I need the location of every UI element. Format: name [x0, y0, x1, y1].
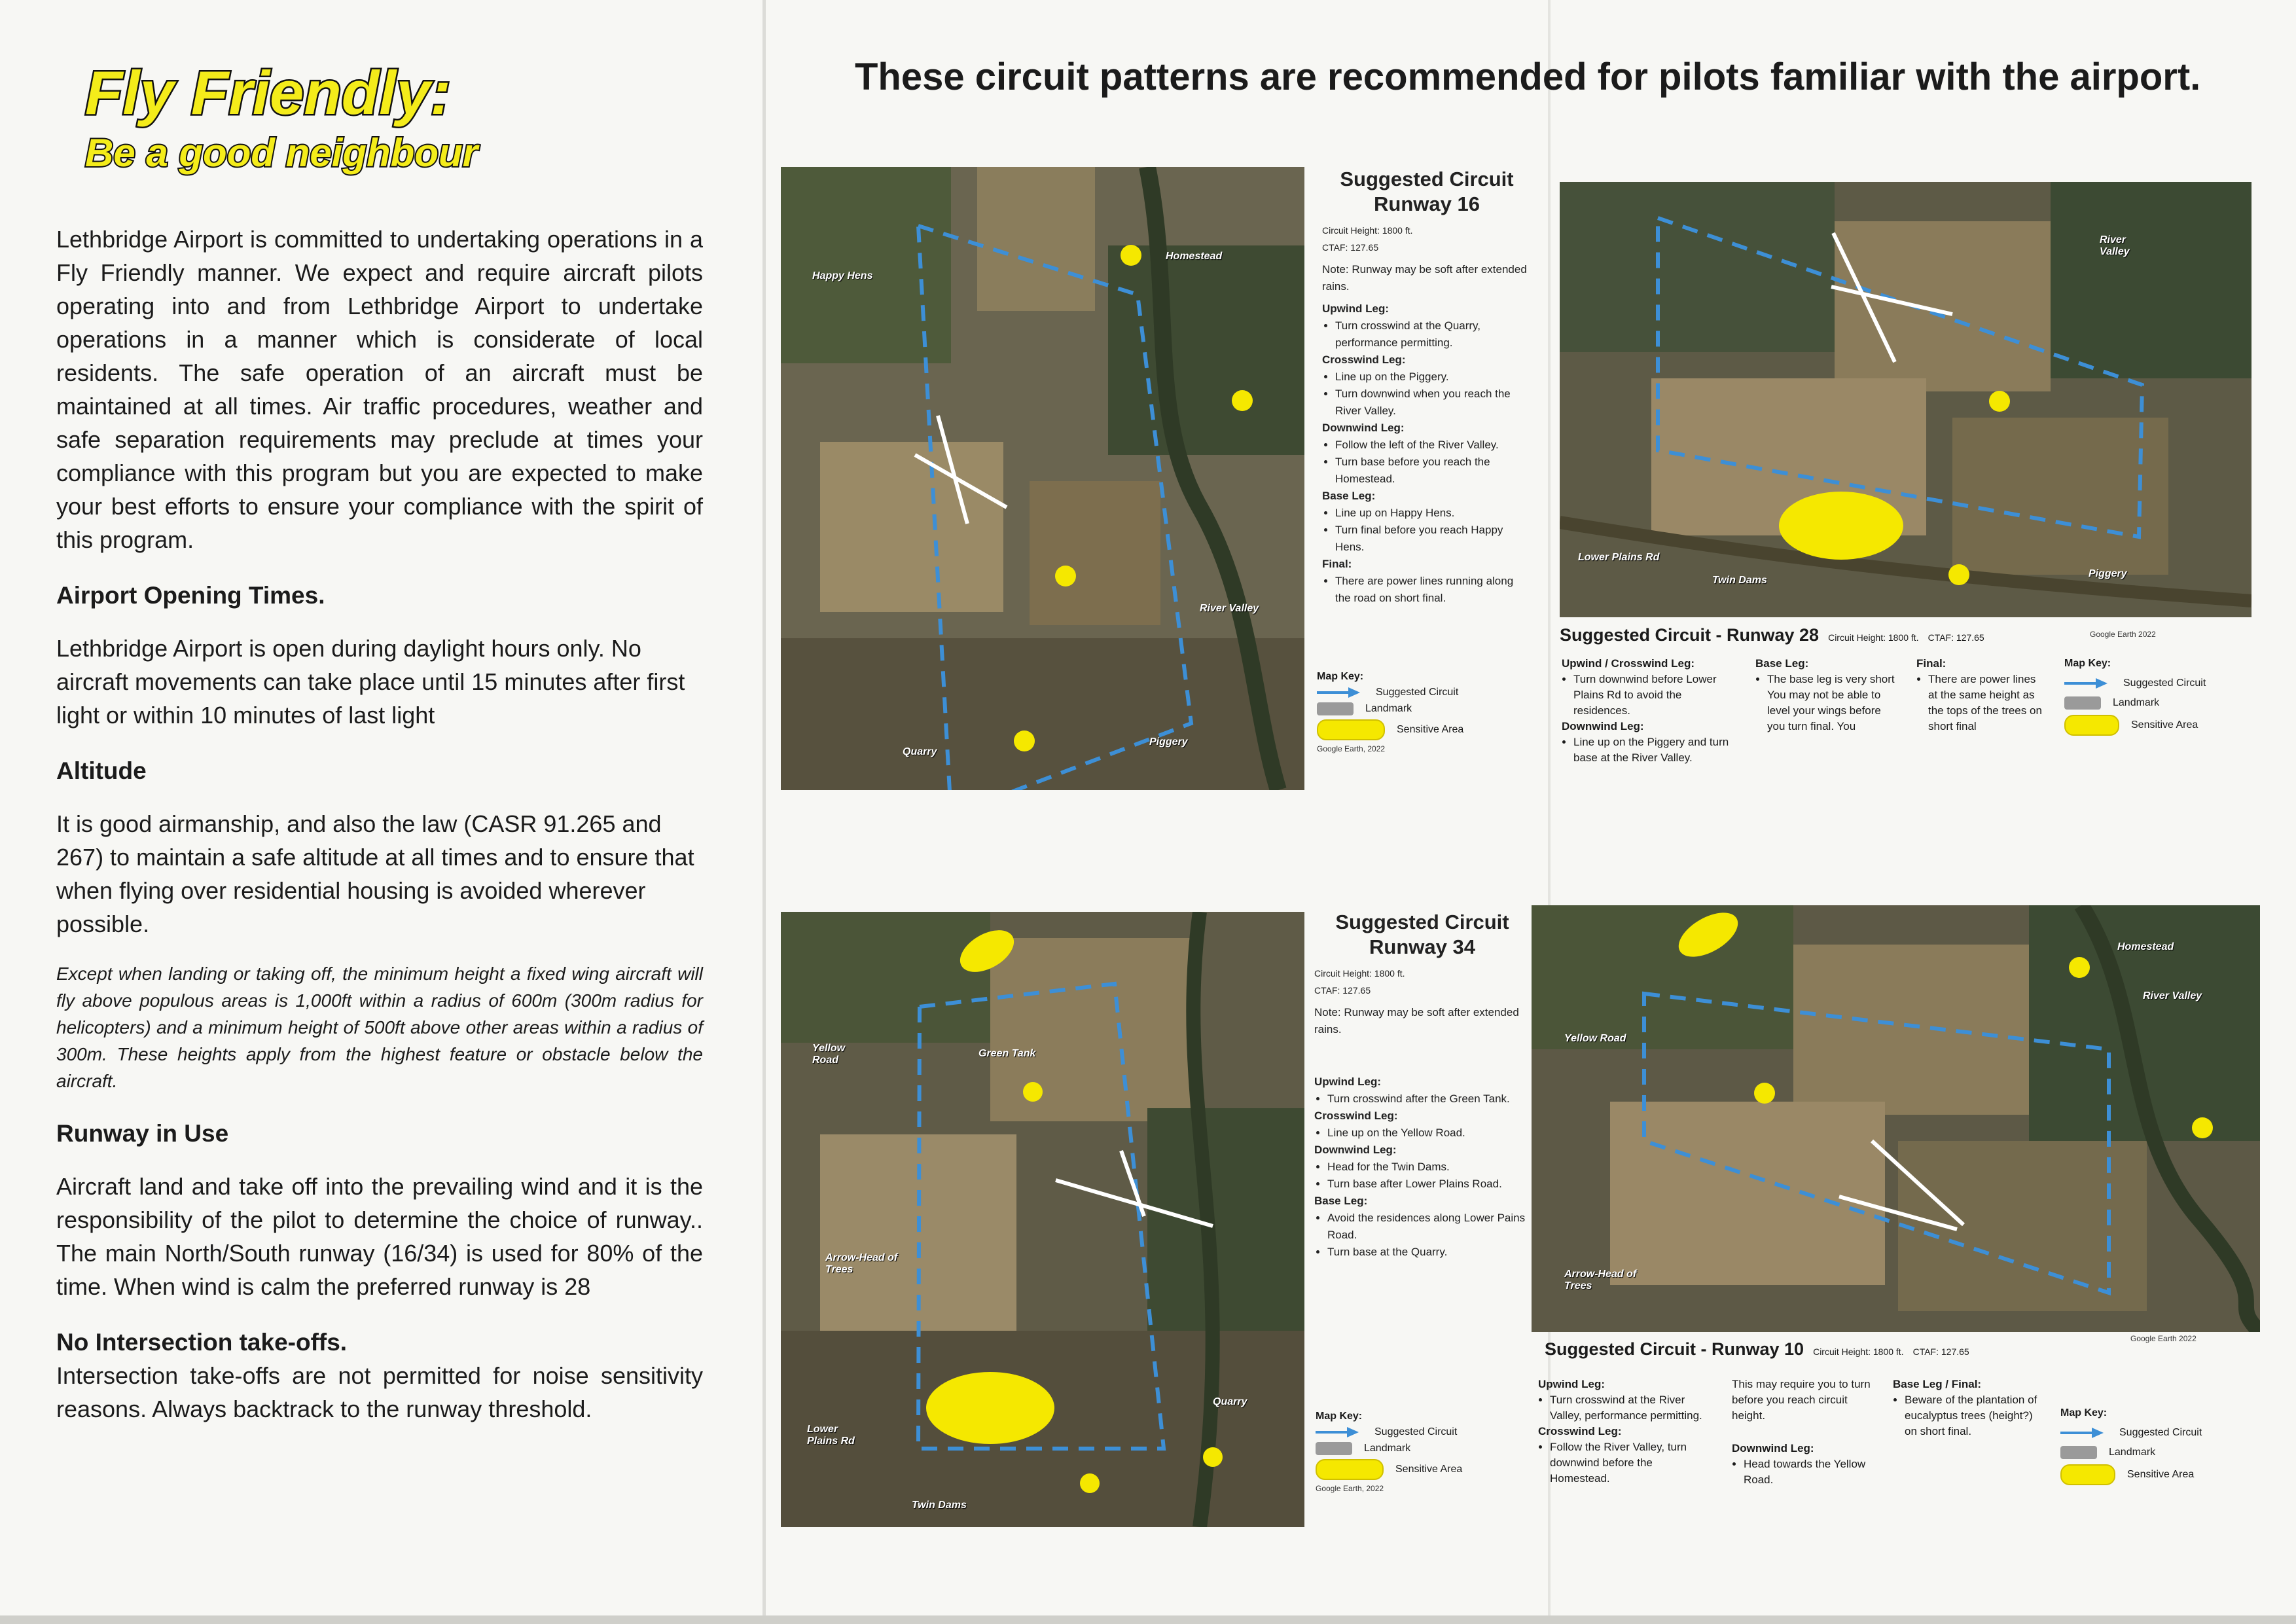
map-label: River Valley — [2143, 990, 2202, 1001]
leg-item: • Turn base after Lower Plains Road. — [1327, 1176, 1530, 1193]
ctaf: CTAF: 127.65 — [1912, 1346, 1969, 1357]
leg-heading: Final: — [1322, 558, 1352, 570]
fly-friendly-logo — [77, 55, 509, 186]
left-column — [56, 223, 703, 1445]
key-label: Suggested Circuit — [1374, 1426, 1458, 1437]
leg-heading: Base Leg / Final: — [1893, 1378, 1982, 1390]
circuit-swatch — [2060, 1428, 2108, 1437]
altitude-text: It is good airmanship, and also the law (CASR 91.265 and 267) to maintain a safe altitude at all times and to ensure that when flying over residential housing is avoided wherever possible. — [56, 810, 694, 937]
key-label: Landmark — [1365, 703, 1412, 714]
key-label: Sensitive Area — [1397, 724, 1464, 735]
leg-item: • Line up on Happy Hens. — [1335, 505, 1532, 522]
map-key-title: Map Key: — [2064, 658, 2111, 669]
key-label: Sensitive Area — [2127, 1469, 2195, 1480]
map-key-16 — [1317, 671, 1463, 753]
logo-line1: Fly Friendly: — [85, 58, 451, 127]
map-label: Piggery — [1149, 736, 1188, 748]
note: Note: Runway may be soft after extended rains. — [1314, 1006, 1519, 1036]
leg-heading: Upwind Leg: — [1538, 1378, 1605, 1390]
key-label: Landmark — [2113, 697, 2160, 708]
map-runway-10 — [1532, 905, 2260, 1332]
leg-heading: Downwind Leg: — [1732, 1442, 1814, 1454]
image-credit: Google Earth, 2022 — [1317, 744, 1386, 753]
leg-heading: Crosswind Leg: — [1538, 1425, 1622, 1437]
leg-heading: Upwind Leg: — [1322, 302, 1389, 315]
circuit-swatch — [2064, 679, 2111, 688]
circuit-height: Circuit Height: 1800 ft. — [1322, 225, 1413, 236]
map-label: Happy Hens — [812, 270, 873, 281]
map-label: Lower Plains Rd — [807, 1424, 855, 1447]
circuit-height: Circuit Height: 1800 ft. — [1828, 632, 1919, 643]
heading-runway-in-use: Runway in Use — [56, 1120, 229, 1147]
leg-item: • Follow the River Valley, turn downwind before the Homestead. — [1550, 1439, 1715, 1487]
key-label: Sensitive Area — [1395, 1464, 1463, 1475]
altitude-note: Except when landing or taking off, the minimum height a fixed wing aircraft will fly above populous areas is 1,000ft within a radius of 600m (300m radius for helicopters) and a minimum height of 500ft above other areas within a radius of 300m. These heights apply from the highest feature or obstacle below the aircraft. — [56, 964, 703, 1091]
leg-item: • Line up on the Piggery. — [1335, 369, 1532, 386]
leg-item: • There are power lines running along the road on short final. — [1335, 573, 1532, 607]
circuit-height: Circuit Height: 1800 ft. — [1314, 968, 1405, 979]
info-title: Suggested Circuit — [1340, 168, 1514, 190]
leg-item: • Line up on the Piggery and turn base at the River Valley. — [1573, 734, 1738, 766]
key-label: Suggested Circuit — [2123, 677, 2206, 689]
sensitive-swatch — [1316, 1459, 1384, 1480]
leg-item: • Turn base at the Quarry. — [1327, 1244, 1530, 1261]
key-label: Suggested Circuit — [2119, 1427, 2202, 1438]
heading-opening-times: Airport Opening Times. — [56, 582, 325, 609]
leg-heading: Downwind Leg: — [1314, 1144, 1397, 1156]
landmark-swatch — [2060, 1446, 2097, 1459]
map-label: Arrow-Head of Trees — [1564, 1269, 1637, 1291]
map-label: Twin Dams — [1712, 575, 1767, 586]
landmark-swatch — [1316, 1442, 1352, 1455]
map-key-34 — [1316, 1411, 1462, 1493]
map-runway-28 — [1560, 182, 2251, 617]
leg-heading: Crosswind Leg: — [1314, 1110, 1398, 1122]
leg-item: • Turn downwind when you reach the River Valley. — [1335, 386, 1532, 420]
caption-title: Suggested Circuit - Runway 10 — [1545, 1339, 1804, 1359]
leg-heading: Downwind Leg: — [1322, 422, 1405, 434]
circuit-swatch — [1317, 688, 1364, 697]
landmark-swatch — [1317, 702, 1354, 715]
heading-altitude: Altitude — [56, 757, 147, 784]
caption-runway-28 — [1560, 625, 1984, 645]
map-label: River Valley — [2100, 234, 2130, 257]
leg-item: This may require you to turn before you reach circuit height. — [1732, 1378, 1871, 1422]
leg-item: • Turn crosswind at the Quarry, performance permitting. — [1335, 317, 1532, 352]
leg-heading: Base Leg: — [1314, 1195, 1368, 1207]
map-label: Green Tank — [978, 1048, 1036, 1059]
map-key-28 — [2064, 656, 2221, 766]
leg-item: • Avoid the residences along Lower Pains Road. — [1327, 1210, 1530, 1244]
leg-item: • Head for the Twin Dams. — [1327, 1159, 1530, 1176]
leg-item: • Turn final before you reach Happy Hens. — [1335, 522, 1532, 556]
leg-item: • Head towards the Yellow Road. — [1744, 1456, 1876, 1488]
leg-item: • Line up on the Yellow Road. — [1327, 1125, 1530, 1142]
legs-runway-28 — [1562, 656, 2221, 766]
map-runway-34 — [781, 912, 1304, 1527]
logo-line2: Be a good neighbour — [85, 131, 478, 175]
leg-item: • Beware of the plantation of eucalyptus trees (height?) on short final. — [1905, 1392, 2043, 1439]
map-label: Yellow Road — [1564, 1033, 1626, 1044]
leg-item: • Turn base before you reach the Homestead. — [1335, 454, 1532, 488]
key-label: Landmark — [2109, 1447, 2156, 1458]
map-label: Quarry — [1213, 1396, 1247, 1407]
intro-text: Lethbridge Airport is committed to undertaking operations in a Fly Friendly manner. We expect and require aircraft pilots operating into and from Lethbridge Airport to undertake operations in a manner which is considerate of local residents. The safe operation of an aircraft must be maintained at all times. Air traffic procedures, weather and safe separation requirements may preclude at times your compliance with this program but you are expected to make your best efforts to ensure your compliance with the spirit of this program. — [56, 226, 703, 553]
intersection-text: Intersection take-offs are not permitted for noise sensitivity reasons. Always backtrack to the runway threshold. — [56, 1362, 703, 1422]
caption-title: Suggested Circuit - Runway 28 — [1560, 625, 1820, 645]
leg-item: • The base leg is very short You may not be able to level your wings before you turn final. You — [1767, 672, 1899, 734]
map-label: Arrow-Head of Trees — [825, 1252, 898, 1275]
map-label: Homestead — [2117, 941, 2174, 952]
circuit-swatch — [1316, 1428, 1363, 1437]
leg-heading: Base Leg: — [1322, 490, 1376, 502]
key-label: Suggested Circuit — [1376, 687, 1459, 698]
page-fold — [762, 0, 766, 1624]
map-key-title: Map Key: — [2060, 1407, 2108, 1418]
leg-item: • Turn crosswind at the River Valley, performance permitting. — [1550, 1392, 1715, 1424]
map-key-title: Map Key: — [1317, 671, 1364, 682]
leg-heading: Upwind Leg: — [1314, 1075, 1381, 1088]
map-key-title: Map Key: — [1316, 1411, 1363, 1422]
caption-runway-10 — [1545, 1339, 1969, 1360]
map-label: River Valley — [1200, 603, 1259, 614]
leg-heading: Base Leg: — [1755, 657, 1809, 670]
leg-item: • Follow the left of the River Valley. — [1335, 437, 1532, 454]
note: Note: Runway may be soft after extended rains. — [1322, 263, 1527, 293]
heading-no-intersection: No Intersection take-offs. — [56, 1329, 348, 1356]
sensitive-swatch — [1317, 719, 1385, 740]
info-runway-16 — [1322, 167, 1532, 607]
leg-heading: Crosswind Leg: — [1322, 353, 1406, 366]
leg-item: • There are power lines at the same height as the tops of the trees on short final — [1928, 672, 2047, 734]
page-edge — [0, 1615, 2296, 1624]
map-label: Quarry — [903, 746, 937, 757]
runway-text: Aircraft land and take off into the prevailing wind and it is the responsibility of the pilot to determine the choice of runway.. The main North/South runway (16/34) is used for 80% of the time. When wind is calm the preferred runway is 28 — [56, 1173, 703, 1300]
image-credit: Google Earth, 2022 — [1316, 1484, 1384, 1493]
map-label: Lower Plains Rd — [1578, 552, 1660, 563]
leg-heading: Final: — [1916, 657, 1946, 670]
map-label: Homestead — [1166, 251, 1223, 262]
ctaf: CTAF: 127.65 — [1314, 985, 1371, 996]
landmark-swatch — [2064, 696, 2101, 710]
info-title: Runway 16 — [1374, 192, 1480, 215]
sensitive-swatch — [2064, 715, 2119, 736]
circuit-heading: These circuit patterns are recommended for pilots familiar with the airport. — [855, 56, 2201, 98]
image-credit: Google Earth 2022 — [2130, 1334, 2197, 1343]
opening-text: Lethbridge Airport is open during daylight hours only. No aircraft movements can take place until 15 minutes after first light or within 10 minutes of last light — [56, 635, 685, 729]
map-label: Twin Dams — [912, 1500, 967, 1511]
sensitive-swatch — [2060, 1464, 2115, 1485]
leg-heading: Upwind / Crosswind Leg: — [1562, 657, 1695, 670]
leg-heading: Downwind Leg: — [1562, 720, 1644, 732]
leg-item: • Turn downwind before Lower Plains Rd to avoid the residences. — [1573, 672, 1738, 719]
map-label: Yellow Road — [812, 1043, 846, 1066]
key-label: Landmark — [1364, 1443, 1411, 1454]
info-title: Runway 34 — [1369, 935, 1475, 958]
image-credit: Google Earth 2022 — [2090, 630, 2156, 639]
legs-runway-10 — [1538, 1377, 2211, 1489]
map-key-10 — [2060, 1405, 2211, 1489]
ctaf: CTAF: 127.65 — [1928, 632, 1984, 643]
map-runway-16 — [781, 167, 1304, 790]
info-title: Suggested Circuit — [1335, 911, 1509, 933]
info-runway-34 — [1314, 910, 1530, 1261]
key-label: Sensitive Area — [2131, 719, 2198, 731]
ctaf: CTAF: 127.65 — [1322, 242, 1379, 253]
circuit-height: Circuit Height: 1800 ft. — [1813, 1346, 1904, 1357]
leg-item: • Turn crosswind after the Green Tank. — [1327, 1091, 1530, 1108]
map-label: Piggery — [2089, 568, 2127, 579]
